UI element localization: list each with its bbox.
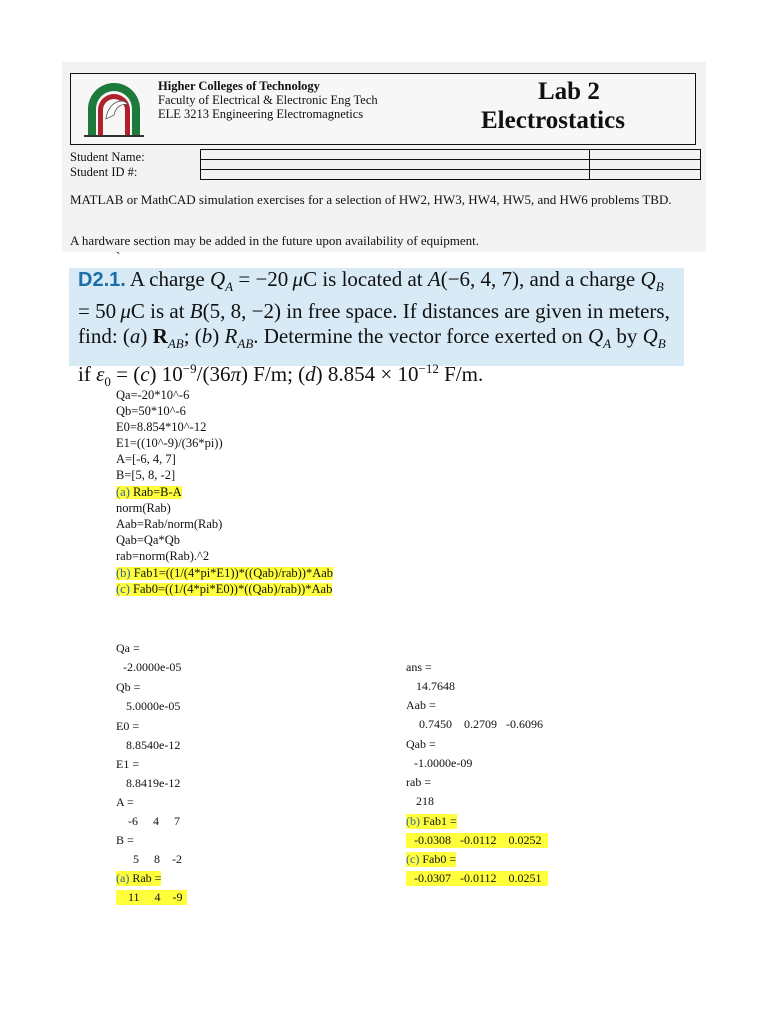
- faculty-name: Faculty of Electrical & Electronic Eng Tech: [158, 93, 378, 107]
- output-name: E0 =: [116, 719, 140, 733]
- course-name: ELE 3213 Engineering Electromagnetics: [158, 107, 364, 121]
- code-line: E1=((10^-9)/(36*pi)): [116, 436, 223, 450]
- student-id-extra-field[interactable]: [590, 170, 701, 180]
- output-rab-value: 11 4 -9: [116, 890, 187, 905]
- code-line: norm(Rab): [116, 501, 171, 515]
- hardware-note: A hardware section may be added in the future upon availability of equipment.: [70, 233, 480, 248]
- code-line: Qa=-20*10^-6: [116, 388, 190, 402]
- code-line: B=[5, 8, -2]: [116, 468, 176, 482]
- part-b-code: Fab1=((1/(4*pi*E1))*((Qab)/rab))*Aab: [130, 566, 334, 580]
- problem-label: D2.1.: [78, 269, 126, 291]
- code-line-part-a: [116, 486, 182, 499]
- student-name-label: Student Name:: [70, 150, 145, 164]
- rab-name: Rab =: [129, 871, 162, 885]
- output-name: ans =: [406, 660, 432, 674]
- output-value: 8.8419e-12: [126, 776, 181, 790]
- lab-topic: Electrostatics: [481, 107, 625, 134]
- output-value: 0.7450 0.2709 -0.6096: [419, 717, 543, 731]
- problem-statement: D2.1. A charge $Q_A = -20$ μC is located at A(−6, 4, 7), and a charge $Q_B = 50$ μC is at B(5, 8, −2) in free space. If distances are given in meters, find: (a) $R_{AB}$; (b) $R_{AB}$. Determine the vector force exerted on $Q_A$ by $Q_B$ if $\varepsilon_0 = (c)$ $10^{-9}/(36\pi)$ F/m; (d) $8.854 \times 10^{-12}$ F/m.: [78, 267, 670, 390]
- lab-number: Lab 2: [538, 78, 600, 105]
- institution-name: Higher Colleges of Technology: [158, 79, 320, 93]
- output-name: A =: [116, 795, 134, 809]
- student-info-table: [200, 149, 701, 180]
- part-c-tag: (c): [116, 582, 130, 596]
- code-line: A=[-6, 4, 7]: [116, 452, 176, 466]
- student-name-extra-field[interactable]: [590, 150, 701, 160]
- code-line: Qab=Qa*Qb: [116, 533, 180, 547]
- code-line: E0=8.854*10^-12: [116, 420, 207, 434]
- output-name: Qa =: [116, 641, 140, 655]
- output-value: 14.7648: [416, 679, 455, 693]
- simulation-note: MATLAB or MathCAD simulation exercises for a selection of HW2, HW3, HW4, HW5, and HW6 problems TBD.: [70, 192, 672, 207]
- student-id-field[interactable]: [201, 170, 590, 180]
- output-fab1-value: -0.0308 -0.0112 0.0252: [406, 833, 548, 848]
- student-id-field-row-2[interactable]: [201, 160, 590, 170]
- part-a-tag: (a): [116, 485, 130, 499]
- output-value: 5.0000e-05: [126, 699, 181, 713]
- output-fab1-name: [406, 814, 457, 829]
- rab-tag: (a): [116, 871, 130, 885]
- output-name: Qb =: [116, 680, 141, 694]
- fab1-name: Fab1 =: [420, 814, 457, 828]
- output-fab0-name: [406, 852, 456, 867]
- output-rab-name: [116, 871, 161, 886]
- part-c-code: Fab0=((1/(4*pi*E0))*((Qab)/rab))*Aab: [129, 582, 333, 596]
- output-value: -6 4 7: [128, 814, 180, 828]
- output-name: Qab =: [406, 737, 436, 751]
- output-value: 8.8540e-12: [126, 738, 181, 752]
- fab0-name: Fab0 =: [419, 852, 457, 866]
- student-id-extra-field-row-2[interactable]: [590, 160, 701, 170]
- output-name: B =: [116, 833, 134, 847]
- code-line: Aab=Rab/norm(Rab): [116, 517, 223, 531]
- output-value: -2.0000e-05: [123, 660, 182, 674]
- part-a-code: Rab=B-A: [129, 485, 182, 499]
- code-line-part-c: [116, 583, 332, 596]
- student-name-field[interactable]: [201, 150, 590, 160]
- part-b-tag: (b): [116, 566, 131, 580]
- output-name: Aab =: [406, 698, 436, 712]
- stray-mark: `: [116, 249, 121, 264]
- fab1-tag: (b): [406, 814, 420, 828]
- output-value: 218: [416, 794, 434, 808]
- student-id-label: Student ID #:: [70, 165, 138, 179]
- output-value: 5 8 -2: [133, 852, 182, 866]
- college-logo-icon: [80, 79, 148, 139]
- output-fab0-value: -0.0307 -0.0112 0.0251: [406, 871, 548, 886]
- code-line-part-b: [116, 567, 333, 580]
- output-name: E1 =: [116, 757, 140, 771]
- output-value: -1.0000e-09: [414, 756, 473, 770]
- code-line: rab=norm(Rab).^2: [116, 549, 210, 563]
- output-name: rab =: [406, 775, 432, 789]
- code-line: Qb=50*10^-6: [116, 404, 186, 418]
- fab0-tag: (c): [406, 852, 420, 866]
